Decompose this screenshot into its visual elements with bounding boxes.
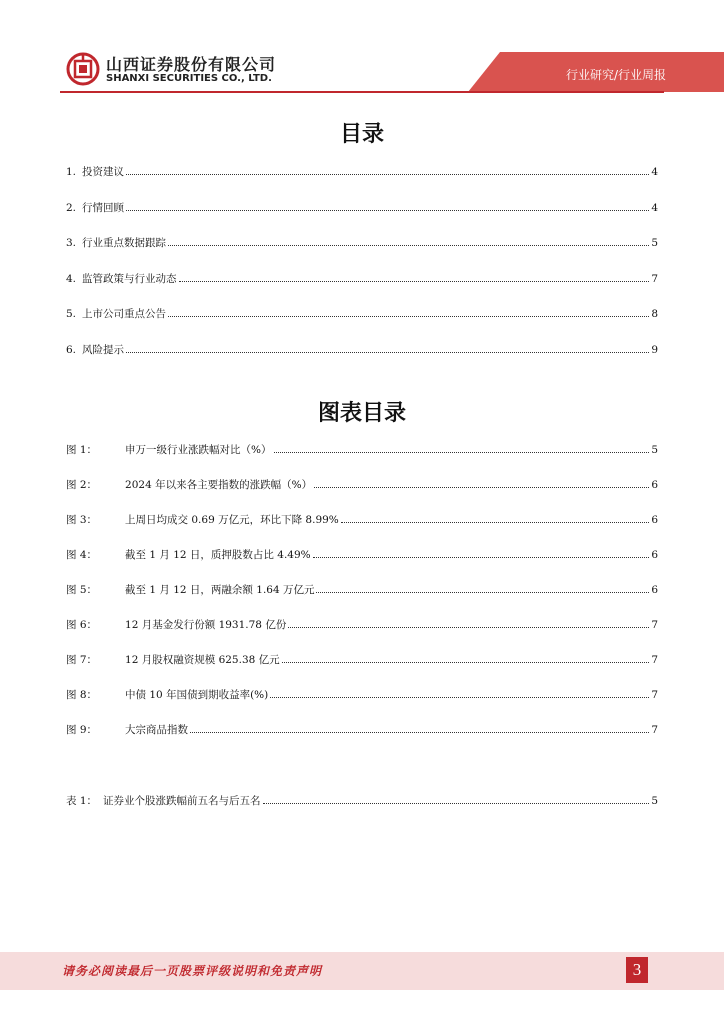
entry-number: 1. <box>66 166 77 178</box>
entry-number: 图 2： <box>66 479 98 491</box>
figure-toc-entry[interactable] <box>66 722 658 738</box>
toc-entry[interactable] <box>66 200 658 216</box>
shanxi-securities-logo-icon <box>66 52 100 86</box>
dot-leader <box>270 696 649 698</box>
report-type-label: 行业研究/行业周报 <box>565 68 666 82</box>
dot-leader <box>126 209 649 211</box>
entry-label <box>66 512 339 527</box>
entry-number: 2. <box>66 201 77 214</box>
entry-number: 图 9： <box>66 724 98 736</box>
entry-page-number: 4 <box>651 201 658 214</box>
table-toc-entry[interactable] <box>66 793 658 809</box>
footer-disclaimer: 请务必阅读最后一页股票评级说明和免责声明 <box>62 964 323 978</box>
entry-text: 申万一级行业涨跌幅对比（%） <box>125 444 272 456</box>
toc-title: 目录 <box>339 122 384 147</box>
entry-label <box>66 164 124 179</box>
entry-page-number: 9 <box>651 343 658 356</box>
entry-label <box>66 342 124 357</box>
dot-leader <box>314 486 649 488</box>
entry-number: 4. <box>66 272 77 285</box>
dot-leader <box>316 591 649 593</box>
entry-text: 行业重点数据跟踪 <box>82 237 167 249</box>
entry-label <box>66 793 261 808</box>
toc-entry[interactable] <box>66 342 658 358</box>
entry-text: 中债 10 年国债到期收益率(%) <box>125 689 269 701</box>
entry-text: 上周日均成交 0.69 万亿元，环比下降 8.99% <box>125 514 339 526</box>
dot-leader <box>274 451 650 453</box>
entry-page-number: 6 <box>651 549 658 561</box>
entry-number: 图 7： <box>66 654 98 666</box>
entry-number: 5. <box>66 308 77 320</box>
entry-text: 证券业个股涨跌幅前五名与后五名 <box>103 795 261 807</box>
entry-page-number: 8 <box>651 308 658 320</box>
toc-entry[interactable] <box>66 271 658 287</box>
toc-entry[interactable] <box>66 235 658 251</box>
entry-text: 12 月基金发行份额 1931.78 亿份 <box>125 619 287 631</box>
entry-page-number: 6 <box>651 584 658 596</box>
toc-entry[interactable] <box>66 164 658 180</box>
toc-entry[interactable] <box>66 306 658 322</box>
entry-number: 图 4： <box>66 549 98 561</box>
entry-page-number: 5 <box>651 237 658 249</box>
entry-text: 上市公司重点公告 <box>82 308 167 320</box>
entry-label <box>66 652 280 667</box>
dot-leader <box>288 626 649 628</box>
entry-page-number: 6 <box>651 514 658 526</box>
entry-number: 6. <box>66 343 77 356</box>
header-divider <box>60 91 664 93</box>
entry-label <box>66 271 177 286</box>
entry-label <box>66 547 311 562</box>
entry-page-number: 6 <box>651 479 658 491</box>
dot-leader <box>263 802 650 804</box>
entry-page-number: 7 <box>651 654 658 666</box>
entry-number: 图 6： <box>66 619 98 631</box>
entry-text: 12 月股权融资规模 625.38 亿元 <box>125 654 280 666</box>
dot-leader <box>190 731 649 733</box>
page-number: 3 <box>626 957 648 983</box>
dot-leader <box>313 556 650 558</box>
entry-text: 截至 1 月 12 日，质押股数占比 4.49% <box>125 549 311 561</box>
entry-label <box>66 722 188 737</box>
figure-toc-title: 图表目录 <box>317 401 406 426</box>
figure-toc-entry[interactable] <box>66 547 658 563</box>
company-name-en: SHANXI SECURITIES CO., LTD. <box>106 73 272 84</box>
figure-toc-entry[interactable] <box>66 582 658 598</box>
entry-number: 图 3： <box>66 514 98 526</box>
company-name-cn: 山西证券股份有限公司 <box>106 55 277 74</box>
figure-toc-entry[interactable] <box>66 442 658 458</box>
entry-number: 3. <box>66 237 77 249</box>
entry-page-number: 7 <box>651 724 658 736</box>
entry-text: 大宗商品指数 <box>125 724 189 736</box>
entry-label <box>66 442 272 457</box>
entry-page-number: 4 <box>651 166 658 178</box>
dot-leader <box>168 315 649 317</box>
entry-label <box>66 477 312 492</box>
entry-label <box>66 306 166 321</box>
dot-leader <box>282 661 650 663</box>
entry-page-number: 7 <box>651 272 658 285</box>
entry-text: 截至 1 月 12 日，两融余额 1.64 万亿元 <box>125 584 315 596</box>
dot-leader <box>341 521 650 523</box>
entry-page-number: 7 <box>651 619 658 631</box>
entry-label <box>66 687 268 702</box>
dot-leader <box>179 280 650 282</box>
entry-label <box>66 617 286 632</box>
page-header <box>0 0 724 100</box>
entry-label <box>66 582 314 597</box>
entry-text: 风险提示 <box>82 343 125 356</box>
entry-label <box>66 200 124 215</box>
entry-page-number: 7 <box>651 689 658 701</box>
entry-label <box>66 235 166 250</box>
entry-number: 图 8： <box>66 689 98 701</box>
figure-toc-entry[interactable] <box>66 652 658 668</box>
entry-text: 行情回顾 <box>82 201 125 214</box>
entry-page-number: 5 <box>651 444 658 456</box>
figure-toc-entry[interactable] <box>66 687 658 703</box>
dot-leader <box>126 173 649 175</box>
entry-number: 图 5： <box>66 584 98 596</box>
entry-text: 投资建议 <box>82 166 125 178</box>
entry-number: 表 1： <box>66 795 98 807</box>
figure-toc-entry[interactable] <box>66 477 658 493</box>
figure-toc-entry[interactable] <box>66 617 658 633</box>
entry-text: 2024 年以来各主要指数的涨跌幅（%） <box>125 479 313 491</box>
dot-leader <box>168 244 649 246</box>
dot-leader <box>126 351 649 353</box>
entry-number: 图 1： <box>66 444 98 456</box>
entry-page-number: 5 <box>651 795 658 807</box>
entry-text: 监管政策与行业动态 <box>82 272 177 285</box>
figure-toc-entry[interactable] <box>66 512 658 528</box>
